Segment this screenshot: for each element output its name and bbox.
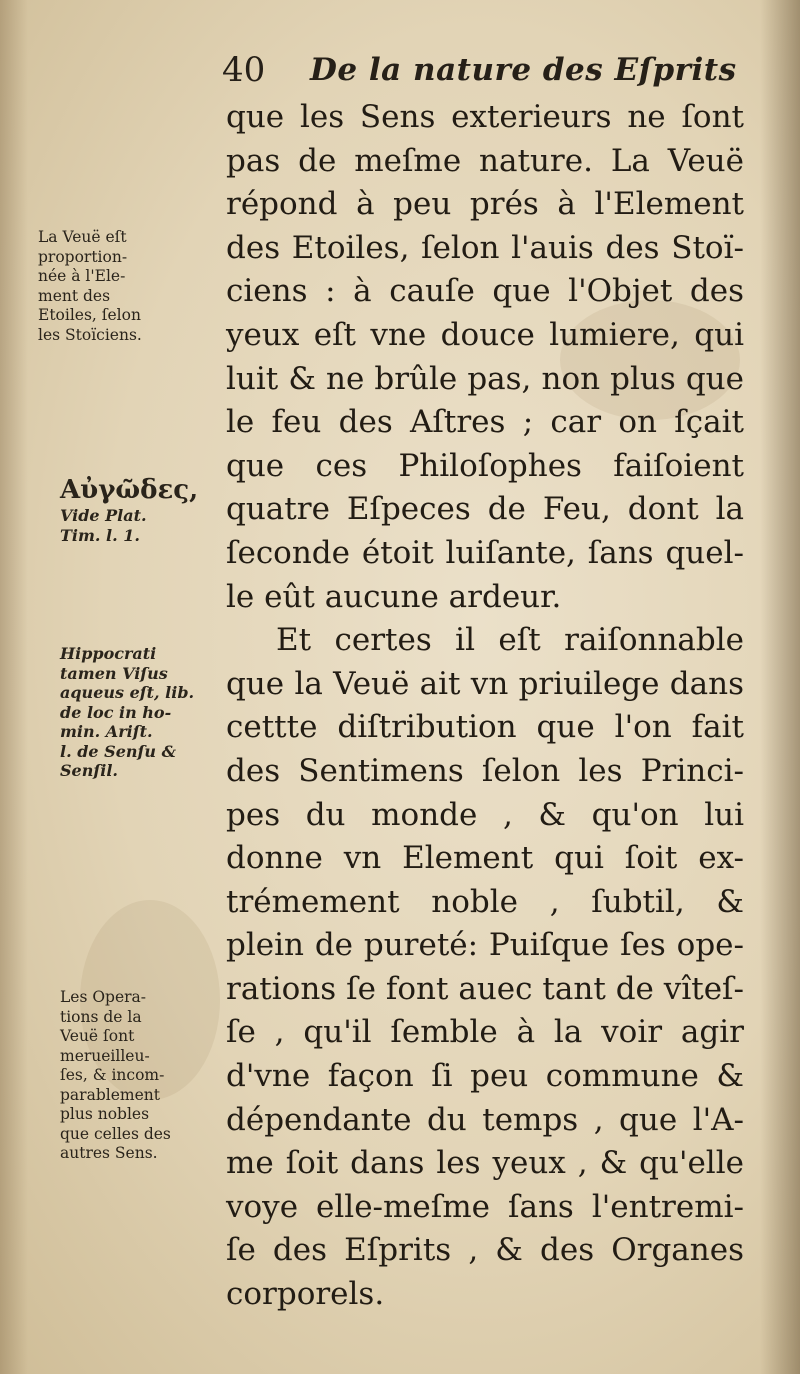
- text-line: le feu des Aſtres ; car on ſçait: [226, 404, 744, 441]
- text-line: que les Sens exterieurs ne ſont: [226, 99, 744, 135]
- margin-note-line: Etoiles, ſelon: [38, 306, 141, 324]
- text-line: yeux eſt vne douce lumiere, qui: [226, 316, 744, 353]
- text-line: des Etoiles, ſelon l'auis des Stoï-: [226, 229, 744, 266]
- text-line: donne vn Element qui ſoit ex-: [226, 840, 744, 877]
- margin-note-line: ment des: [38, 286, 111, 305]
- margin-note-line: que celles des: [60, 1124, 171, 1143]
- text-line: le eût aucune ardeur.: [226, 578, 562, 615]
- margin-note-line: Hippocrati: [60, 644, 157, 663]
- main-text: [226, 96, 744, 1317]
- running-title: De la nature des Eſprits: [310, 52, 737, 88]
- text-line: trémement noble , ſubtil, &: [226, 883, 744, 920]
- text-line: ciens : à cauſe que l'Objet des: [226, 273, 744, 310]
- page-header: [222, 48, 742, 92]
- margin-note-hippocrates: [60, 644, 194, 781]
- text-line: me ſoit dans les yeux , & qu'elle: [226, 1145, 744, 1182]
- margin-note-line: proportion-: [38, 247, 128, 266]
- margin-note-line: plus nobles: [60, 1105, 150, 1123]
- margin-note-veue-etoiles: [38, 228, 142, 345]
- text-line: quatre Eſpeces de Feu, dont la: [226, 491, 744, 528]
- page-edge-shadow: [760, 0, 800, 1374]
- text-line: que la Veuë ait vn priuilege dans: [226, 665, 744, 702]
- margin-note-line: Les Opera-: [60, 988, 147, 1006]
- margin-note-line: tions de la: [60, 1007, 142, 1026]
- text-line: dépendante du temps , que l'A-: [226, 1101, 744, 1138]
- margin-note-line: Tim. l. 1.: [60, 525, 140, 545]
- text-line: corporels.: [226, 1276, 385, 1313]
- text-line: ſe , qu'il ſemble à la voir agir: [226, 1014, 744, 1051]
- margin-note-operations: [60, 988, 171, 1164]
- page-number: 40: [222, 50, 266, 90]
- text-line: rations ſe font auec tant de vîteſ-: [226, 970, 744, 1007]
- margin-note-line: ſes, & incom-: [60, 1066, 165, 1084]
- text-line: voye elle-meſme ſans l'entremi-: [226, 1188, 744, 1225]
- text-line: que ces Philoſophes faiſoient: [226, 447, 744, 484]
- margin-note-line: Senſil.: [60, 761, 118, 780]
- margin-note-line: parablement: [60, 1085, 160, 1104]
- text-line: plein de pureté: Puiſque ſes ope-: [226, 927, 744, 964]
- margin-note-line: aqueus eſt, lib.: [60, 683, 195, 702]
- margin-note-line: autres Sens.: [60, 1144, 158, 1162]
- margin-note-plato: [60, 474, 198, 545]
- margin-note-line: min. Ariſt.: [60, 722, 153, 741]
- text-line: pas de meſme nature. La Veuë: [226, 142, 744, 179]
- text-line: des Sentimens ſelon les Princi-: [226, 752, 744, 789]
- text-line: répond à peu prés à l'Element: [226, 186, 744, 223]
- margin-note-line: les Stoïciens.: [38, 325, 142, 344]
- text-line-paragraph-start: Et certes il eſt raiſonnable: [276, 622, 744, 659]
- page-gutter-shadow: [0, 0, 28, 1374]
- margin-note-greek-word: Αὐγῶδες,: [60, 475, 199, 505]
- text-line: d'vne façon ſi peu commune &: [226, 1058, 744, 1095]
- text-line: luit & ne brûle pas, non plus que: [226, 360, 744, 397]
- margin-note-line: tamen Viſus: [60, 663, 168, 683]
- margin-note-line: l. de Senſu &: [60, 741, 177, 761]
- text-line: pes du monde , & qu'on lui: [226, 796, 744, 833]
- margin-note-line: Vide Plat.: [60, 506, 147, 525]
- margin-note-line: Veuë ſont: [60, 1027, 135, 1045]
- margin-note-line: merueilleu-: [60, 1046, 150, 1065]
- text-line: ſeconde étoit luiſante, ſans quel-: [226, 534, 744, 571]
- text-line: ſe des Eſprits , & des Organes: [226, 1232, 744, 1269]
- text-line: cettte diſtribution que l'on fait: [226, 709, 744, 746]
- margin-note-line: La Veuë eſt: [38, 228, 127, 246]
- margin-note-line: de loc in ho-: [60, 702, 172, 722]
- margin-note-line: née à l'Ele-: [38, 267, 126, 285]
